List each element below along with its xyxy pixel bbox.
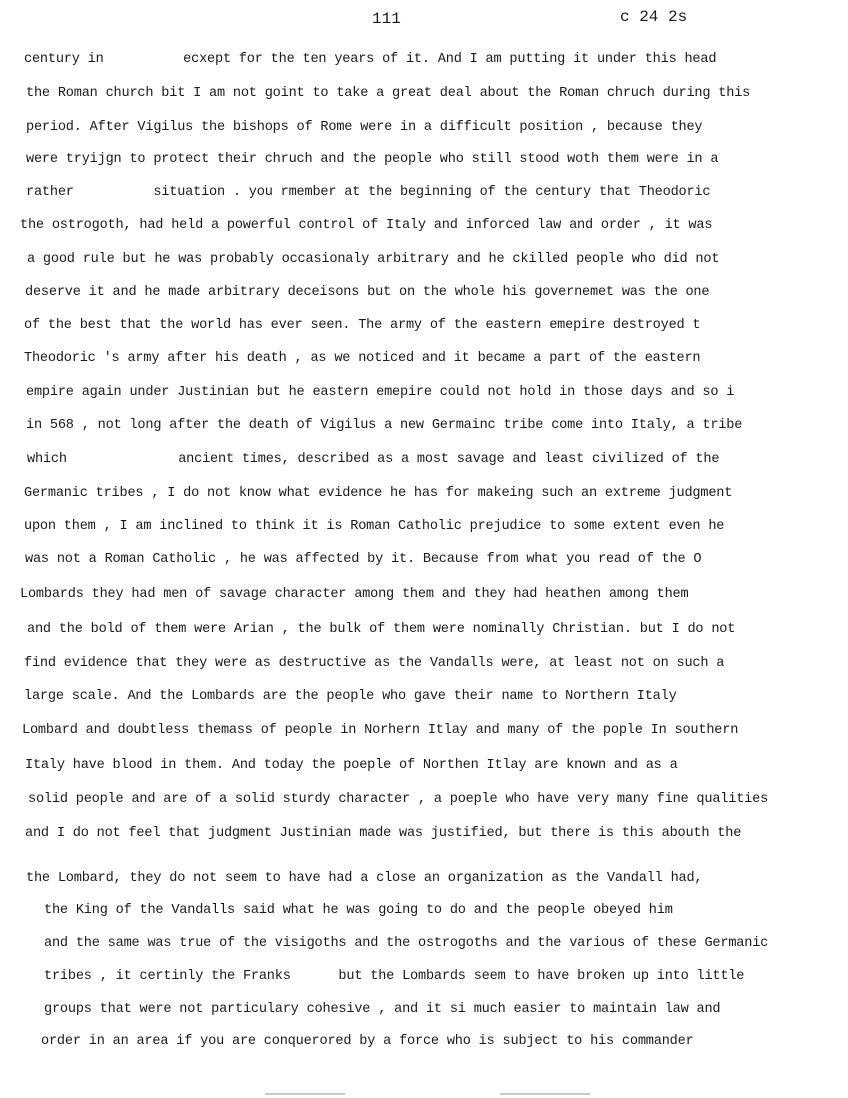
body-line: Germanic tribes , I do not know what evidence he has for makeing such an extreme judgment xyxy=(24,486,733,501)
body-line: the ostrogoth, had held a powerful control of Italy and inforced law and order , it was xyxy=(20,218,713,233)
body-line: find evidence that they were as destructive as the Vandalls were, at least not on such a xyxy=(24,656,725,671)
body-line: and the same was true of the visigoths and the ostrogoths and the various of these Germanic xyxy=(44,936,769,951)
body-line: Lombard and doubtless themass of people in Norhern Itlay and many of the pople In southern xyxy=(22,723,739,738)
body-line: groups that were not particulary cohesive , and it si much easier to maintain law and xyxy=(44,1002,721,1017)
body-line: upon them , I am inclined to think it is Roman Catholic prejudice to some extent even he xyxy=(24,519,725,534)
body-line: which ancient times, described as a most savage and least civilized of the xyxy=(27,452,720,467)
body-line: Theodoric 's army after his death , as we noticed and it became a part of the eastern xyxy=(24,351,701,366)
body-line: and I do not feel that judgment Justinian made was justified, but there is this abouth the xyxy=(25,826,742,841)
body-line: Lombards they had men of savage character among them and they had heathen among them xyxy=(20,587,689,602)
page-number: 111 xyxy=(372,10,401,28)
body-line: in 568 , not long after the death of Vigilus a new Germainc tribe come into Italy, a tribe xyxy=(26,418,743,433)
body-line: was not a Roman Catholic , he was affected by it. Because from what you read of the O xyxy=(25,552,702,567)
reference-code: c 24 2s xyxy=(620,8,688,26)
body-line: and the bold of them were Arian , the bulk of them were nominally Christian. but I do not xyxy=(27,622,736,637)
body-line: tribes , it certinly the Franks but the Lombards seem to have broken up into little xyxy=(44,969,745,984)
body-line: the King of the Vandalls said what he was going to do and the people obeyed him xyxy=(44,903,673,918)
body-line: deserve it and he made arbitrary deceisons but on the whole his governemet was the one xyxy=(25,285,710,300)
body-line: of the best that the world has ever seen. The army of the eastern emepire destroyed t xyxy=(24,318,701,333)
body-line: were tryijgn to protect their chruch and the people who still stood woth them were in a xyxy=(26,152,719,167)
body-line: period. After Vigilus the bishops of Rome were in a difficult position , because they xyxy=(26,120,703,135)
scan-smudge xyxy=(500,1093,590,1095)
body-line: the Roman church bit I am not goint to take a great deal about the Roman chruch during this xyxy=(26,86,751,101)
body-line: century in ecxept for the ten years of it. And I am putting it under this head xyxy=(24,52,717,67)
scan-smudge xyxy=(265,1093,345,1095)
body-line: Italy have blood in them. And today the poeple of Northen Itlay are known and as a xyxy=(25,758,678,773)
body-line: rather situation . you rmember at the beginning of the century that Theodoric xyxy=(26,185,711,200)
body-line: empire again under Justinian but he eastern emepire could not hold in those days and so i xyxy=(26,385,735,400)
body-line: large scale. And the Lombards are the people who gave their name to Northern Italy xyxy=(24,689,677,704)
body-line: order in an area if you are conquerored by a force who is subject to his commander xyxy=(41,1034,694,1049)
body-line: solid people and are of a solid sturdy character , a poeple who have very many fine qualities xyxy=(28,792,769,807)
body-line: the Lombard, they do not seem to have had a close an organization as the Vandall had, xyxy=(26,871,703,886)
body-line: a good rule but he was probably occasionaly arbitrary and he ckilled people who did not xyxy=(27,252,720,267)
